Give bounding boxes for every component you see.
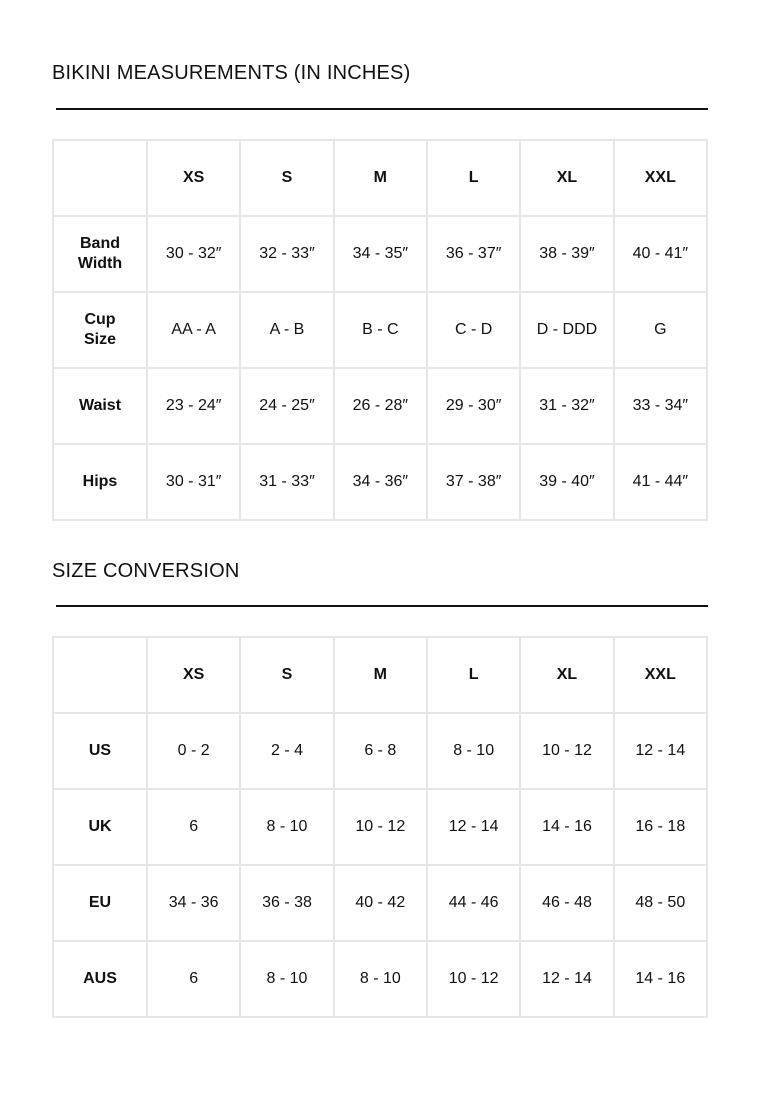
table-cell: 10 - 12	[520, 713, 613, 789]
table-header-row	[53, 637, 707, 713]
measurements-title: BIKINI MEASUREMENTS (IN INCHES)	[52, 62, 411, 84]
row-label-eu: EU	[53, 865, 147, 941]
table-cell: 39 - 40″	[520, 444, 613, 520]
table-cell: 29 - 30″	[427, 368, 520, 444]
corner-cell	[53, 140, 147, 216]
table-cell: 34 - 36	[147, 865, 240, 941]
row-label-waist	[53, 368, 147, 444]
measurements-table	[52, 139, 708, 521]
conversion-table	[52, 636, 708, 1018]
row-label-line: Cup	[84, 311, 116, 328]
size-header: L	[427, 140, 520, 216]
table-cell: 10 - 12	[334, 789, 427, 865]
table-cell: 40 - 42	[334, 865, 427, 941]
row-label-cup-size	[53, 292, 147, 368]
table-row	[53, 941, 707, 1017]
row-label-band-width	[53, 216, 147, 292]
row-label-uk: UK	[53, 789, 147, 865]
size-header: XS	[147, 637, 240, 713]
table-cell: 44 - 46	[427, 865, 520, 941]
table-cell: 33 - 34″	[614, 368, 707, 444]
table-cell: 41 - 44″	[614, 444, 707, 520]
row-label-aus: AUS	[53, 941, 147, 1017]
table-cell: 40 - 41″	[614, 216, 707, 292]
table-cell: 32 - 33″	[240, 216, 333, 292]
table-cell: D - DDD	[520, 292, 613, 368]
row-label-line: Band	[80, 235, 120, 252]
table-cell: 24 - 25″	[240, 368, 333, 444]
size-header: S	[240, 637, 333, 713]
table-row	[53, 713, 707, 789]
table-cell: 36 - 38	[240, 865, 333, 941]
table-cell: 10 - 12	[427, 941, 520, 1017]
table-header-row	[53, 140, 707, 216]
table-cell: 2 - 4	[240, 713, 333, 789]
table-cell: 37 - 38″	[427, 444, 520, 520]
table-cell: 8 - 10	[427, 713, 520, 789]
table-cell: 14 - 16	[520, 789, 613, 865]
conversion-divider	[56, 605, 708, 607]
row-label-line: Size	[83, 331, 116, 348]
table-cell: 46 - 48	[520, 865, 613, 941]
table-cell: 36 - 37″	[427, 216, 520, 292]
table-cell: 31 - 33″	[240, 444, 333, 520]
table-cell: 23 - 24″	[147, 368, 240, 444]
size-header: XL	[520, 637, 613, 713]
table-cell: A - B	[240, 292, 333, 368]
size-header: XXL	[614, 140, 707, 216]
row-label-line: Waist	[78, 397, 122, 414]
table-cell: 6	[147, 941, 240, 1017]
table-cell: 14 - 16	[614, 941, 707, 1017]
table-cell: 8 - 10	[240, 789, 333, 865]
table-cell: 34 - 36″	[334, 444, 427, 520]
table-cell: 6	[147, 789, 240, 865]
table-cell: 34 - 35″	[334, 216, 427, 292]
table-cell: 12 - 14	[614, 713, 707, 789]
table-row	[53, 216, 707, 292]
size-header: XXL	[614, 637, 707, 713]
table-cell: 8 - 10	[240, 941, 333, 1017]
table-cell: 26 - 28″	[334, 368, 427, 444]
row-label-hips	[53, 444, 147, 520]
table-cell: 31 - 32″	[520, 368, 613, 444]
table-cell: 30 - 31″	[147, 444, 240, 520]
row-label-line: Width	[77, 255, 123, 272]
table-cell: 48 - 50	[614, 865, 707, 941]
table-cell: C - D	[427, 292, 520, 368]
table-row	[53, 444, 707, 520]
table-cell: 12 - 14	[520, 941, 613, 1017]
size-header: XS	[147, 140, 240, 216]
row-label-us: US	[53, 713, 147, 789]
row-label-line: Hips	[82, 473, 118, 490]
table-cell: 6 - 8	[334, 713, 427, 789]
table-cell: B - C	[334, 292, 427, 368]
table-cell: 12 - 14	[427, 789, 520, 865]
table-cell: G	[614, 292, 707, 368]
table-cell: 8 - 10	[334, 941, 427, 1017]
table-row	[53, 865, 707, 941]
table-cell: 30 - 32″	[147, 216, 240, 292]
size-header: L	[427, 637, 520, 713]
corner-cell	[53, 637, 147, 713]
table-row	[53, 368, 707, 444]
table-cell: 16 - 18	[614, 789, 707, 865]
table-cell: 38 - 39″	[520, 216, 613, 292]
size-header: M	[334, 637, 427, 713]
conversion-title: SIZE CONVERSION	[52, 560, 240, 582]
table-row	[53, 292, 707, 368]
table-row	[53, 789, 707, 865]
size-header: M	[334, 140, 427, 216]
table-cell: AA - A	[147, 292, 240, 368]
table-cell: 0 - 2	[147, 713, 240, 789]
measurements-divider	[56, 108, 708, 110]
size-header: S	[240, 140, 333, 216]
size-header: XL	[520, 140, 613, 216]
